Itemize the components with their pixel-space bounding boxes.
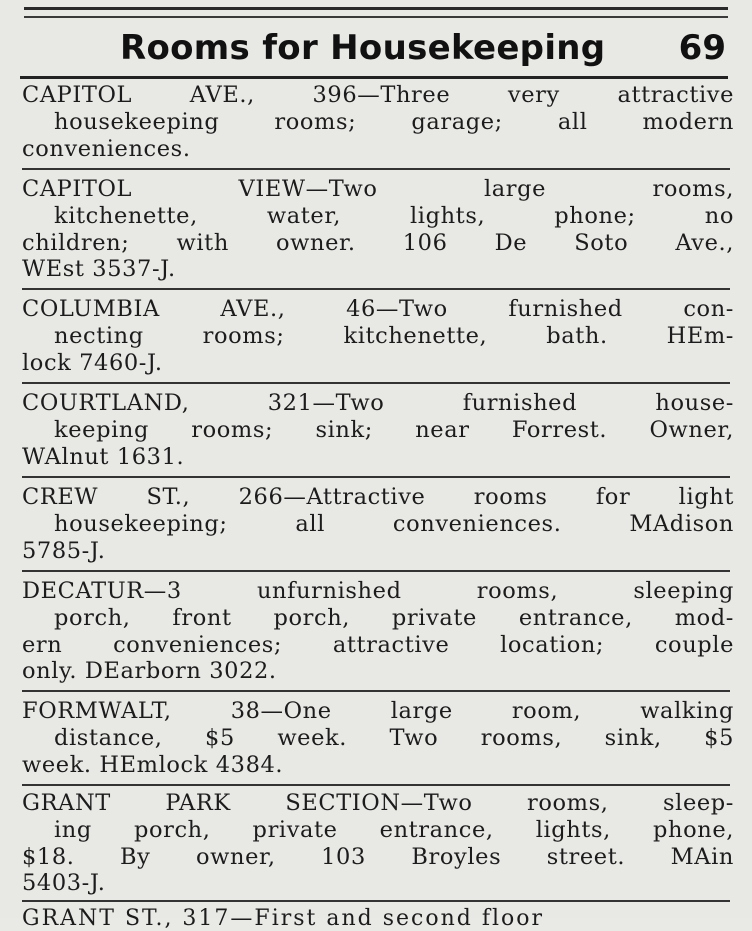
listing-separator <box>22 382 730 384</box>
listing-line: WEst 3537-J. <box>22 256 176 283</box>
listing-line: CREW ST., 266—Attractive rooms for light <box>22 484 734 510</box>
listing-line: children; with owner. 106 De Soto Ave., <box>22 229 734 256</box>
listing-line: lock 7460-J. <box>22 349 163 376</box>
listing-line: ing porch, private entrance, lights, phone, <box>54 816 734 843</box>
listing-line: necting rooms; kitchenette, bath. HEm- <box>54 322 734 349</box>
top-rule <box>24 7 728 10</box>
section-number: 69 <box>678 28 726 68</box>
listing-line: CAPITOL AVE., 396—Three very attractive <box>22 82 734 108</box>
listing-line: COLUMBIA AVE., 46—Two furnished con- <box>22 296 734 322</box>
listing-line: distance, $5 week. Two rooms, sink, $5 <box>54 724 734 751</box>
listing-separator <box>22 784 730 786</box>
listing-grant-park-section <box>22 790 734 897</box>
listing-courtland <box>22 390 734 470</box>
listing-separator <box>22 168 730 170</box>
header-rule <box>20 76 728 79</box>
listing-line: housekeeping rooms; garage; all modern <box>54 108 734 135</box>
listing-line: conveniences. <box>22 135 191 162</box>
listing-line: ern conveniences; attractive location; couple <box>22 631 734 658</box>
listing-line: WAlnut 1631. <box>22 443 185 470</box>
listing-capitol-ave <box>22 82 734 162</box>
listing-line: 5403-J. <box>22 870 106 897</box>
listing-crew-st <box>22 484 734 564</box>
listing-decatur <box>22 578 734 685</box>
listing-line: only. DEarborn 3022. <box>22 658 277 685</box>
listing-line: FORMWALT, 38—One large room, walking <box>22 698 734 724</box>
listing-line: keeping rooms; sink; near Forrest. Owner, <box>54 416 734 443</box>
listing-line: $18. By owner, 103 Broyles street. MAin <box>22 843 734 870</box>
listing-separator <box>22 288 730 290</box>
section-title: Rooms for Housekeeping <box>120 28 606 68</box>
listing-line: GRANT PARK SECTION—Two rooms, sleep- <box>22 790 734 816</box>
listing-separator <box>22 476 730 478</box>
listing-line: 5785-J. <box>22 537 106 564</box>
listing-separator <box>22 690 730 692</box>
top-rule-secondary <box>24 16 728 18</box>
cutoff-listing-text: GRANT ST., 317—First and second floor <box>22 906 545 931</box>
listing-line: DECATUR—3 unfurnished rooms, sleeping <box>22 578 734 604</box>
listing-formwalt <box>22 698 734 778</box>
listing-line: week. HEmlock 4384. <box>22 751 284 778</box>
section-header <box>24 20 728 76</box>
listing-line: CAPITOL VIEW—Two large rooms, <box>22 176 734 202</box>
listing-separator <box>22 900 730 902</box>
listing-line: COURTLAND, 321—Two furnished house- <box>22 390 734 416</box>
listing-line: porch, front porch, private entrance, mod- <box>54 604 734 631</box>
listing-line: housekeeping; all conveniences. MAdison <box>54 510 734 537</box>
listing-line: kitchenette, water, lights, phone; no <box>54 202 734 229</box>
listing-columbia-ave <box>22 296 734 376</box>
listing-capitol-view <box>22 176 734 283</box>
listing-separator <box>22 570 730 572</box>
